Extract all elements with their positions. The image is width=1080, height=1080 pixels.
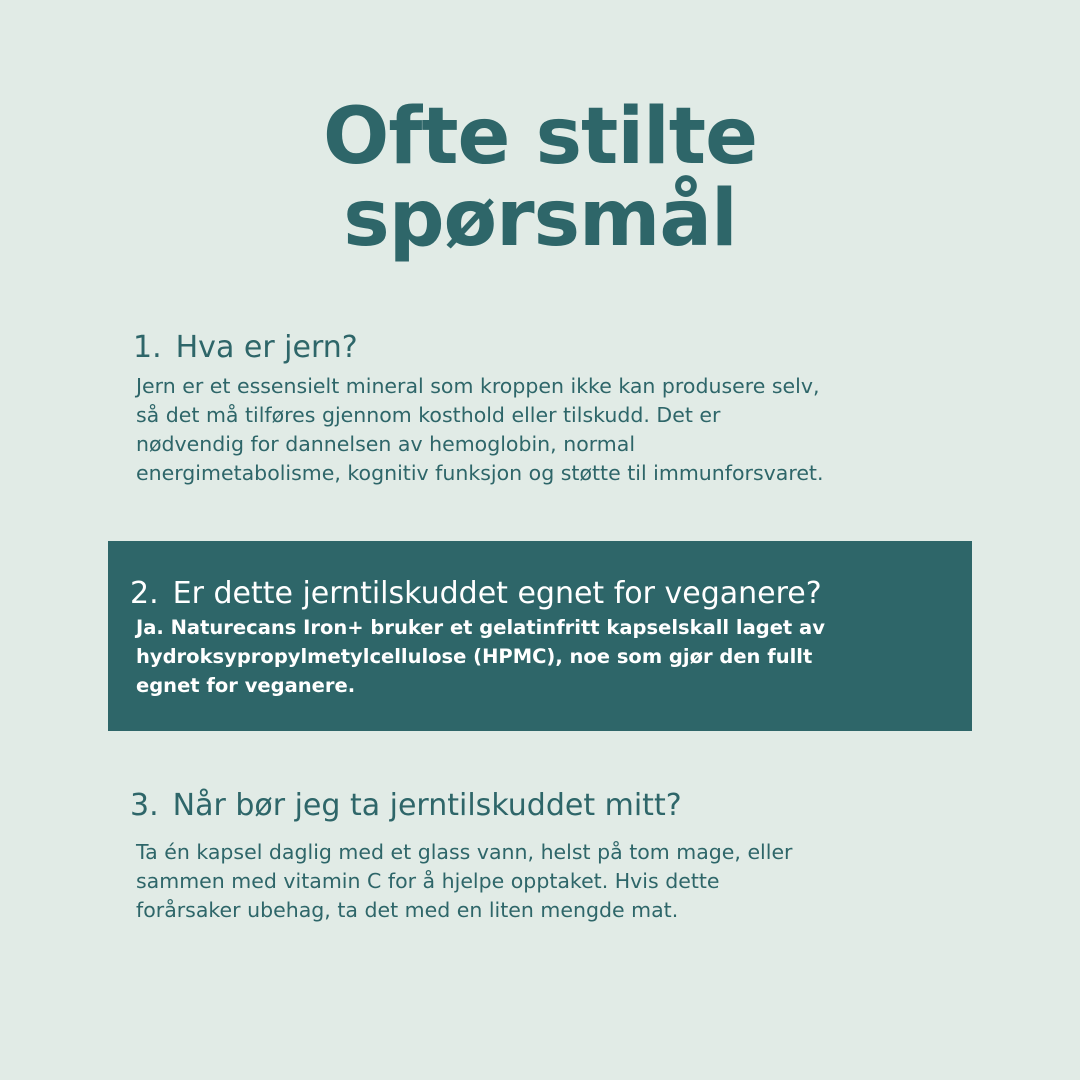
faq-answer-3-line-3: forårsaker ubehag, ta det med en liten mengde mat. [136,898,679,922]
faq-answer-3 [136,838,793,925]
page-title-line-1: Ofte stilte [323,92,757,182]
faq-answer-1-line-4: energimetabolisme, kognitiv funksjon og støtte til immunforsvaret. [136,461,824,485]
faq-question-text-1: Hva er jern? [175,330,358,365]
faq-item-2-highlight-box [108,541,972,731]
faq-answer-3-line-1: Ta én kapsel daglig med et glass vann, helst på tom mage, eller [136,840,793,864]
faq-question-text-2: Er dette jerntilskuddet egnet for veganere? [172,576,822,611]
faq-answer-2 [136,613,825,700]
faq-answer-2-line-3: egnet for veganere. [136,674,356,697]
faq-question-2 [130,576,822,612]
faq-answer-1-line-2: så det må tilføres gjennom kosthold eller tilskudd. Det er [136,403,721,427]
page-title-line-2: spørsmål [343,174,737,264]
faq-answer-1-line-1: Jern er et essensielt mineral som kroppen ikke kan produsere selv, [136,374,820,398]
faq-number-2: 2. [130,576,159,611]
faq-question-1 [133,330,358,366]
faq-answer-2-line-2: hydroksypropylmetylcellulose (HPMC), noe som gjør den fullt [136,645,813,668]
faq-question-text-3: Når bør jeg ta jerntilskuddet mitt? [172,788,682,823]
faq-answer-1 [136,372,824,488]
faq-answer-2-line-1: Ja. Naturecans Iron+ bruker et gelatinfritt kapselskall laget av [136,616,825,639]
faq-question-3 [130,788,682,824]
faq-number-1: 1. [133,330,162,365]
faq-answer-1-line-3: nødvendig for dannelsen av hemoglobin, normal [136,432,636,456]
page-title [0,92,1080,264]
faq-number-3: 3. [130,788,159,823]
faq-answer-3-line-2: sammen med vitamin C for å hjelpe opptaket. Hvis dette [136,869,720,893]
